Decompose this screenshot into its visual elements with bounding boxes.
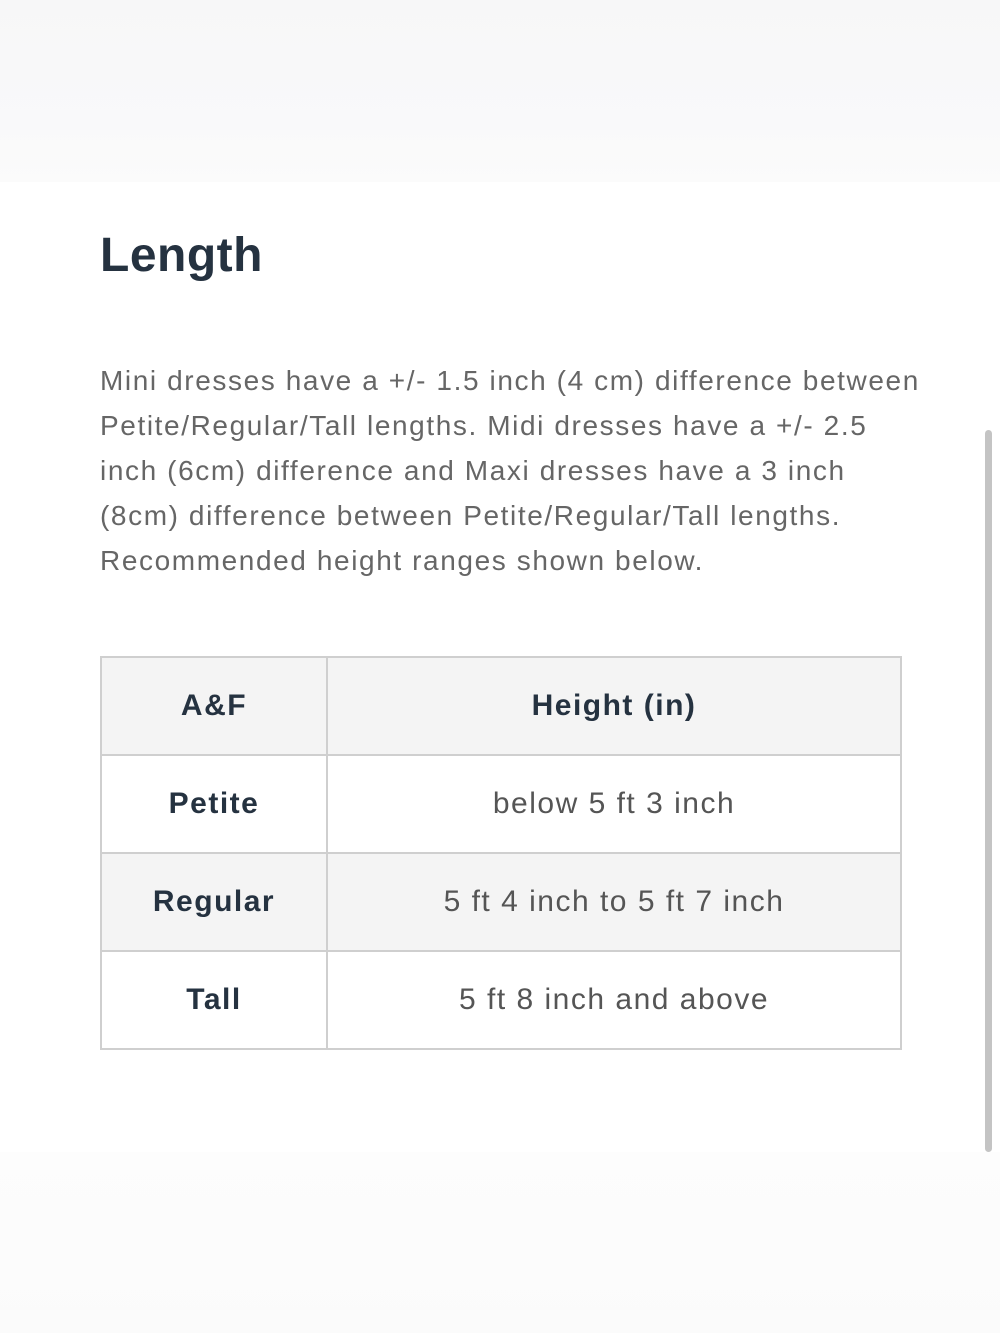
bottom-overlay (0, 1152, 1000, 1333)
row-height-value: below 5 ft 3 inch (327, 755, 901, 853)
row-size-label: Tall (101, 951, 327, 1049)
table-row (101, 951, 901, 1049)
section-title: Length (100, 229, 263, 282)
length-description: Mini dresses have a +/- 1.5 inch (4 cm) difference between Petite/Regular/Tall lengths. Midi dresses have a +/- 2.5 inch (6cm) difference and Maxi dresses have a 3 inch (8cm) difference between Petite/Regular/Tall lengths. Recommended height ranges shown below. (100, 365, 920, 576)
scrollbar[interactable] (985, 430, 992, 1152)
top-overlay (0, 0, 1000, 182)
row-size-label: Petite (101, 755, 327, 853)
length-size-table (100, 656, 902, 1050)
table-header-row (101, 657, 901, 755)
header-brand: A&F (101, 657, 327, 755)
row-height-value: 5 ft 8 inch and above (327, 951, 901, 1049)
row-height-value: 5 ft 4 inch to 5 ft 7 inch (327, 853, 901, 951)
row-size-label: Regular (101, 853, 327, 951)
table-row (101, 853, 901, 951)
table-row (101, 755, 901, 853)
header-height: Height (in) (327, 657, 901, 755)
